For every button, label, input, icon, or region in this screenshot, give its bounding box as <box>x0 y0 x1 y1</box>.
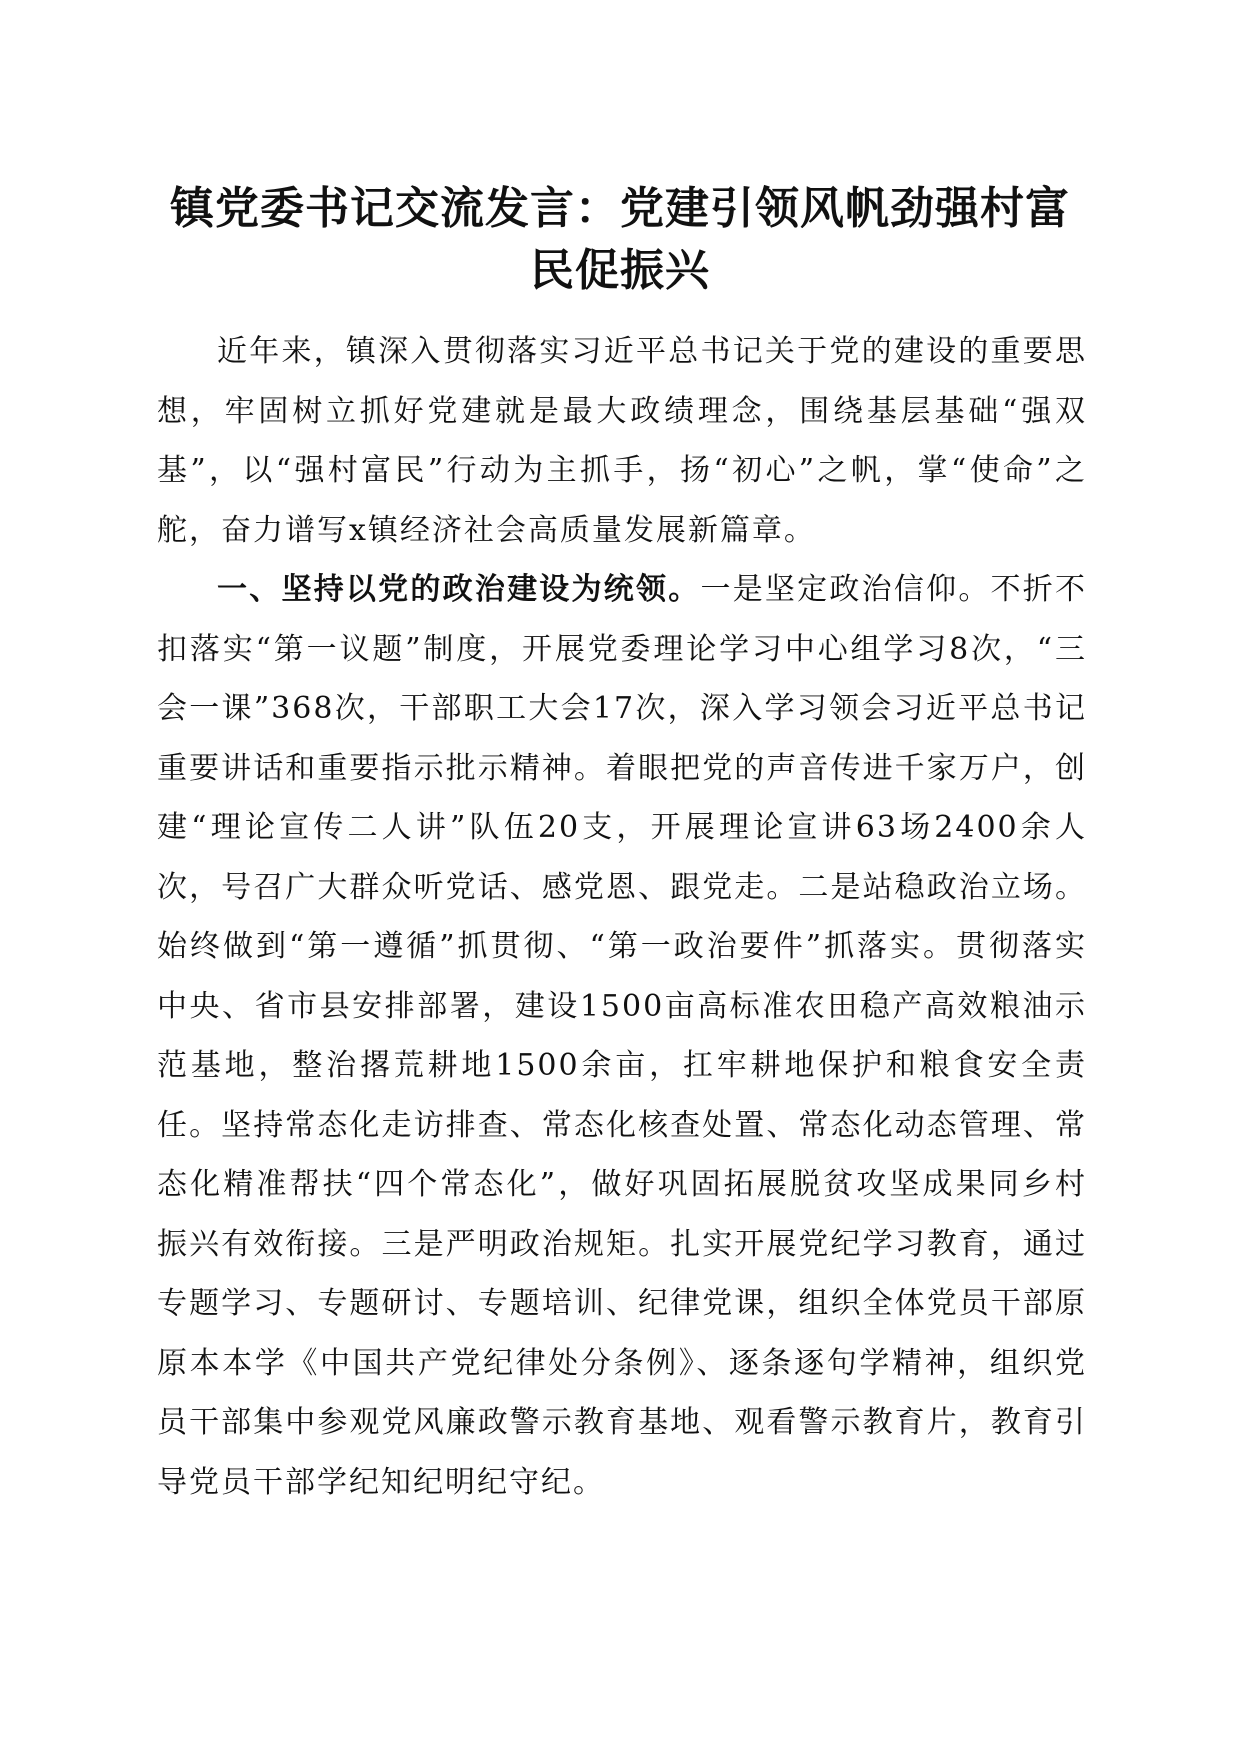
paragraph-section-one <box>157 560 1087 1512</box>
section-one-heading: 一、坚持以党的政治建设为统领。 <box>217 572 701 607</box>
section-one-text: 一是坚定政治信仰。不折不扣落实“第一议题”制度，开展党委理论学习中心组学习8次，“三会一课”368次，干部职工大会17次，深入学习领会习近平总书记重要讲话和重要指示批示精神。着眼把党的声音传进千家万户，创建“理论宣传二人讲”队伍20支，开展理论宣讲63场2400余人次，号召广大群众听党话、感党恩、跟党走。二是站稳政治立场。始终做到“第一遵循”抓贯彻、“第一政治要件”抓落实。贯彻落实中央、省市县安排部署，建设1500亩高标准农田稳产高效粮油示范基地，整治撂荒耕地1500余亩，扛牢耕地保护和粮食安全责任。坚持常态化走访排查、常态化核查处置、常态化动态管理、常态化精准帮扶“四个常态化”，做好巩固拓展脱贫攻坚成果同乡村振兴有效衔接。三是严明政治规矩。扎实开展党纪学习教育，通过专题学习、专题研讨、专题培训、纪律党课，组织全体党员干部原原本本学《中国共产党纪律处分条例》、逐条逐句学精神，组织党员干部集中参观党风廉政警示教育基地、观看警示教育片，教育引导党员干部学纪知纪明纪守纪。 <box>157 572 1088 1500</box>
paragraph-intro-text: 近年来，镇深入贯彻落实习近平总书记关于党的建设的重要思想，牢固树立抓好党建就是最大政绩理念，围绕基层基础“强双基”，以“强村富民”行动为主抓手，扬“初心”之帆，掌“使命”之舵，奋力谱写x镇经济社会高质量发展新篇章。 <box>157 334 1087 548</box>
paragraph-intro <box>157 322 1087 560</box>
document-body <box>157 322 1087 1512</box>
document-title: 镇党委书记交流发言：党建引领风帆劲强村富民促振兴 <box>170 183 1070 296</box>
